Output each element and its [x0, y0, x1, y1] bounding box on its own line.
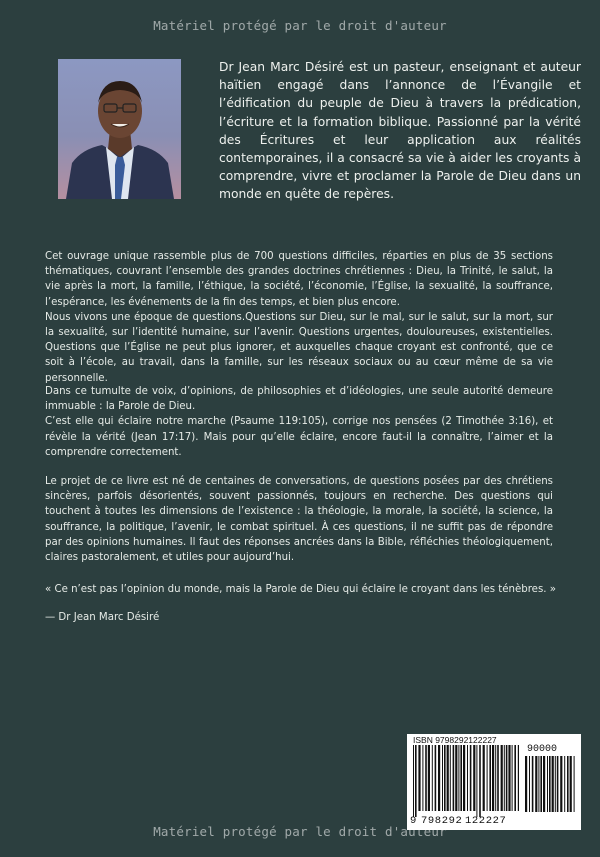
barcode-bar — [473, 745, 475, 811]
barcode-bar — [425, 745, 427, 811]
description-text: Le projet de ce livre est né de centaines de conversations, de questions posées par des chrétiens sincères, parfois désorientés, souvent passionnés, toujours en recherche. Des questions qui touchent à toutes les dimensions de l’existence : la théologie, la morale, la société, la science, la souffrance, la politique, l’avenir, le combat spirituel. À ces questions, il ne suffit pas de répondre par des opinions humaines. Il faut des réponses ancrées dans la Bible, réfléchies théologiquement, claires pastoralement, et utiles pour aujourd’hui. — [45, 476, 553, 564]
description-text: C’est elle qui éclaire notre marche (Psaume 119:105), corrige nos pensées (2 Timothée 3:16), et révèle la vérité (Jean 17:17). Mais pour qu’elle éclaire, encore faut-il la connaître, l’aimer et la comprendre correctement. — [45, 416, 553, 458]
barcode-bar — [492, 745, 494, 811]
barcode-bar — [560, 756, 562, 812]
description-paragraph-2 — [45, 384, 553, 460]
isbn-barcode — [407, 734, 581, 830]
barcode-bar — [514, 745, 516, 811]
barcode-bar — [458, 745, 459, 811]
barcode-bar — [495, 745, 496, 811]
barcode-digits-left: 798292 — [421, 815, 463, 827]
barcode-bar — [467, 745, 468, 811]
barcode-bar — [428, 745, 430, 811]
barcode-bar — [574, 756, 575, 812]
barcode-bar — [438, 745, 440, 811]
author-biography: Dr Jean Marc Désiré est un pasteur, enseignant et auteur haïtien engagé dans l’annonce de l’Évangile et l’édification du peuple de Dieu à travers la prédication, l’écriture et la formation biblique. Passionné par la vérité des Écritures et leur application aux réalités contemporaines, il a consacré sa vie à aider les croyants à comprendre, vivre et proclamer la Parole de Dieu dans un monde en quête de repères. — [219, 60, 581, 202]
barcode-bar — [535, 756, 537, 812]
barcode-bar — [460, 745, 462, 811]
description-text: Dans ce tumulte de voix, d’opinions, de philosophies et d’idéologies, une seule autorité demeure immuable : la Parole de Dieu. — [45, 386, 553, 413]
description-paragraph-3 — [45, 474, 553, 565]
barcode-bar — [525, 756, 527, 812]
barcode-bar — [552, 756, 554, 812]
barcode-digit-first: 9 — [410, 815, 417, 827]
description-text: Nous vivons une époque de questions.Questions sur Dieu, sur le mal, sur le salut, sur la mort, sur la sexualité, sur l’identité humaine, sur l’avenir. Questions urgentes, douloureuses, existentielles. Questions que l’Église ne peut plus ignorer, et auxquelles chaque croyant est confronté, que ce soit à l’école, au travail, dans la famille, sur les réseaux sociaux ou au cœur même de sa vie personnelle. — [45, 311, 553, 384]
barcode-bar — [570, 756, 572, 812]
barcode-bar — [555, 756, 556, 812]
barcode-bar — [455, 745, 457, 811]
barcode-bar — [529, 756, 530, 812]
addon-barcode-bars — [523, 756, 575, 818]
barcode-bar — [489, 745, 491, 811]
barcode-bar — [463, 745, 465, 811]
barcode-bar — [470, 745, 472, 811]
copyright-watermark-top: Matériel protégé par le droit d'auteur — [153, 18, 447, 33]
barcode-bar — [549, 756, 551, 812]
description-text: Cet ouvrage unique rassemble plus de 700 questions difficiles, réparties en plus de 35 sections thématiques, couvrant l’ensemble des grandes doctrines chrétiennes : Dieu, la Trinité, le salut, la vie après la mort, la famille, l’éthique, la société, l’économie, l’Église, la sexualité, la souffrance, l’espérance, les événements de la fin des temps, et bien plus encore. — [45, 251, 553, 308]
author-signature: — Dr Jean Marc Désiré — [45, 612, 160, 623]
barcode-bar — [435, 745, 437, 811]
copyright-watermark-bottom: Matériel protégé par le droit d'auteur — [153, 824, 447, 839]
barcode-bar — [540, 756, 542, 812]
barcode-bar — [543, 756, 545, 812]
quote: « Ce n’est pas l’opinion du monde, mais la Parole de Dieu qui éclaire le croyant dans les ténèbres. » — [45, 584, 556, 595]
barcode-bar — [483, 745, 485, 811]
barcode-bar — [512, 745, 513, 811]
barcode-bar — [450, 745, 451, 811]
barcode-bar — [567, 756, 569, 812]
barcode-bar — [479, 745, 481, 817]
author-photo — [58, 59, 181, 199]
barcode-bar — [413, 745, 414, 817]
barcode-bar — [508, 745, 510, 811]
barcode-bar — [447, 745, 449, 811]
barcode-digits-right: 122227 — [465, 815, 507, 827]
barcode-bar — [418, 745, 420, 811]
price-addon-number: 90000 — [527, 744, 558, 755]
barcode-bar — [501, 745, 503, 811]
barcode-bar — [415, 745, 417, 817]
barcode-bar — [453, 745, 455, 811]
barcode-bars — [411, 745, 519, 819]
barcode-bar — [504, 745, 505, 811]
barcode-bar — [422, 745, 423, 811]
barcode-bar — [538, 756, 539, 812]
barcode-bar — [497, 745, 499, 811]
isbn-label: ISBN 9798292122227 — [413, 735, 497, 745]
barcode-bar — [506, 745, 508, 811]
barcode-bar — [476, 745, 477, 817]
barcode-bar — [444, 745, 446, 811]
barcode-bar — [532, 756, 534, 812]
barcode-bar — [547, 756, 548, 812]
description-paragraph-1 — [45, 249, 553, 386]
barcode-bar — [564, 756, 565, 812]
barcode-bar — [487, 745, 488, 811]
barcode-bar — [557, 756, 559, 812]
barcode-bar — [518, 745, 519, 811]
barcode-bar — [432, 745, 433, 811]
barcode-bar — [442, 745, 443, 811]
